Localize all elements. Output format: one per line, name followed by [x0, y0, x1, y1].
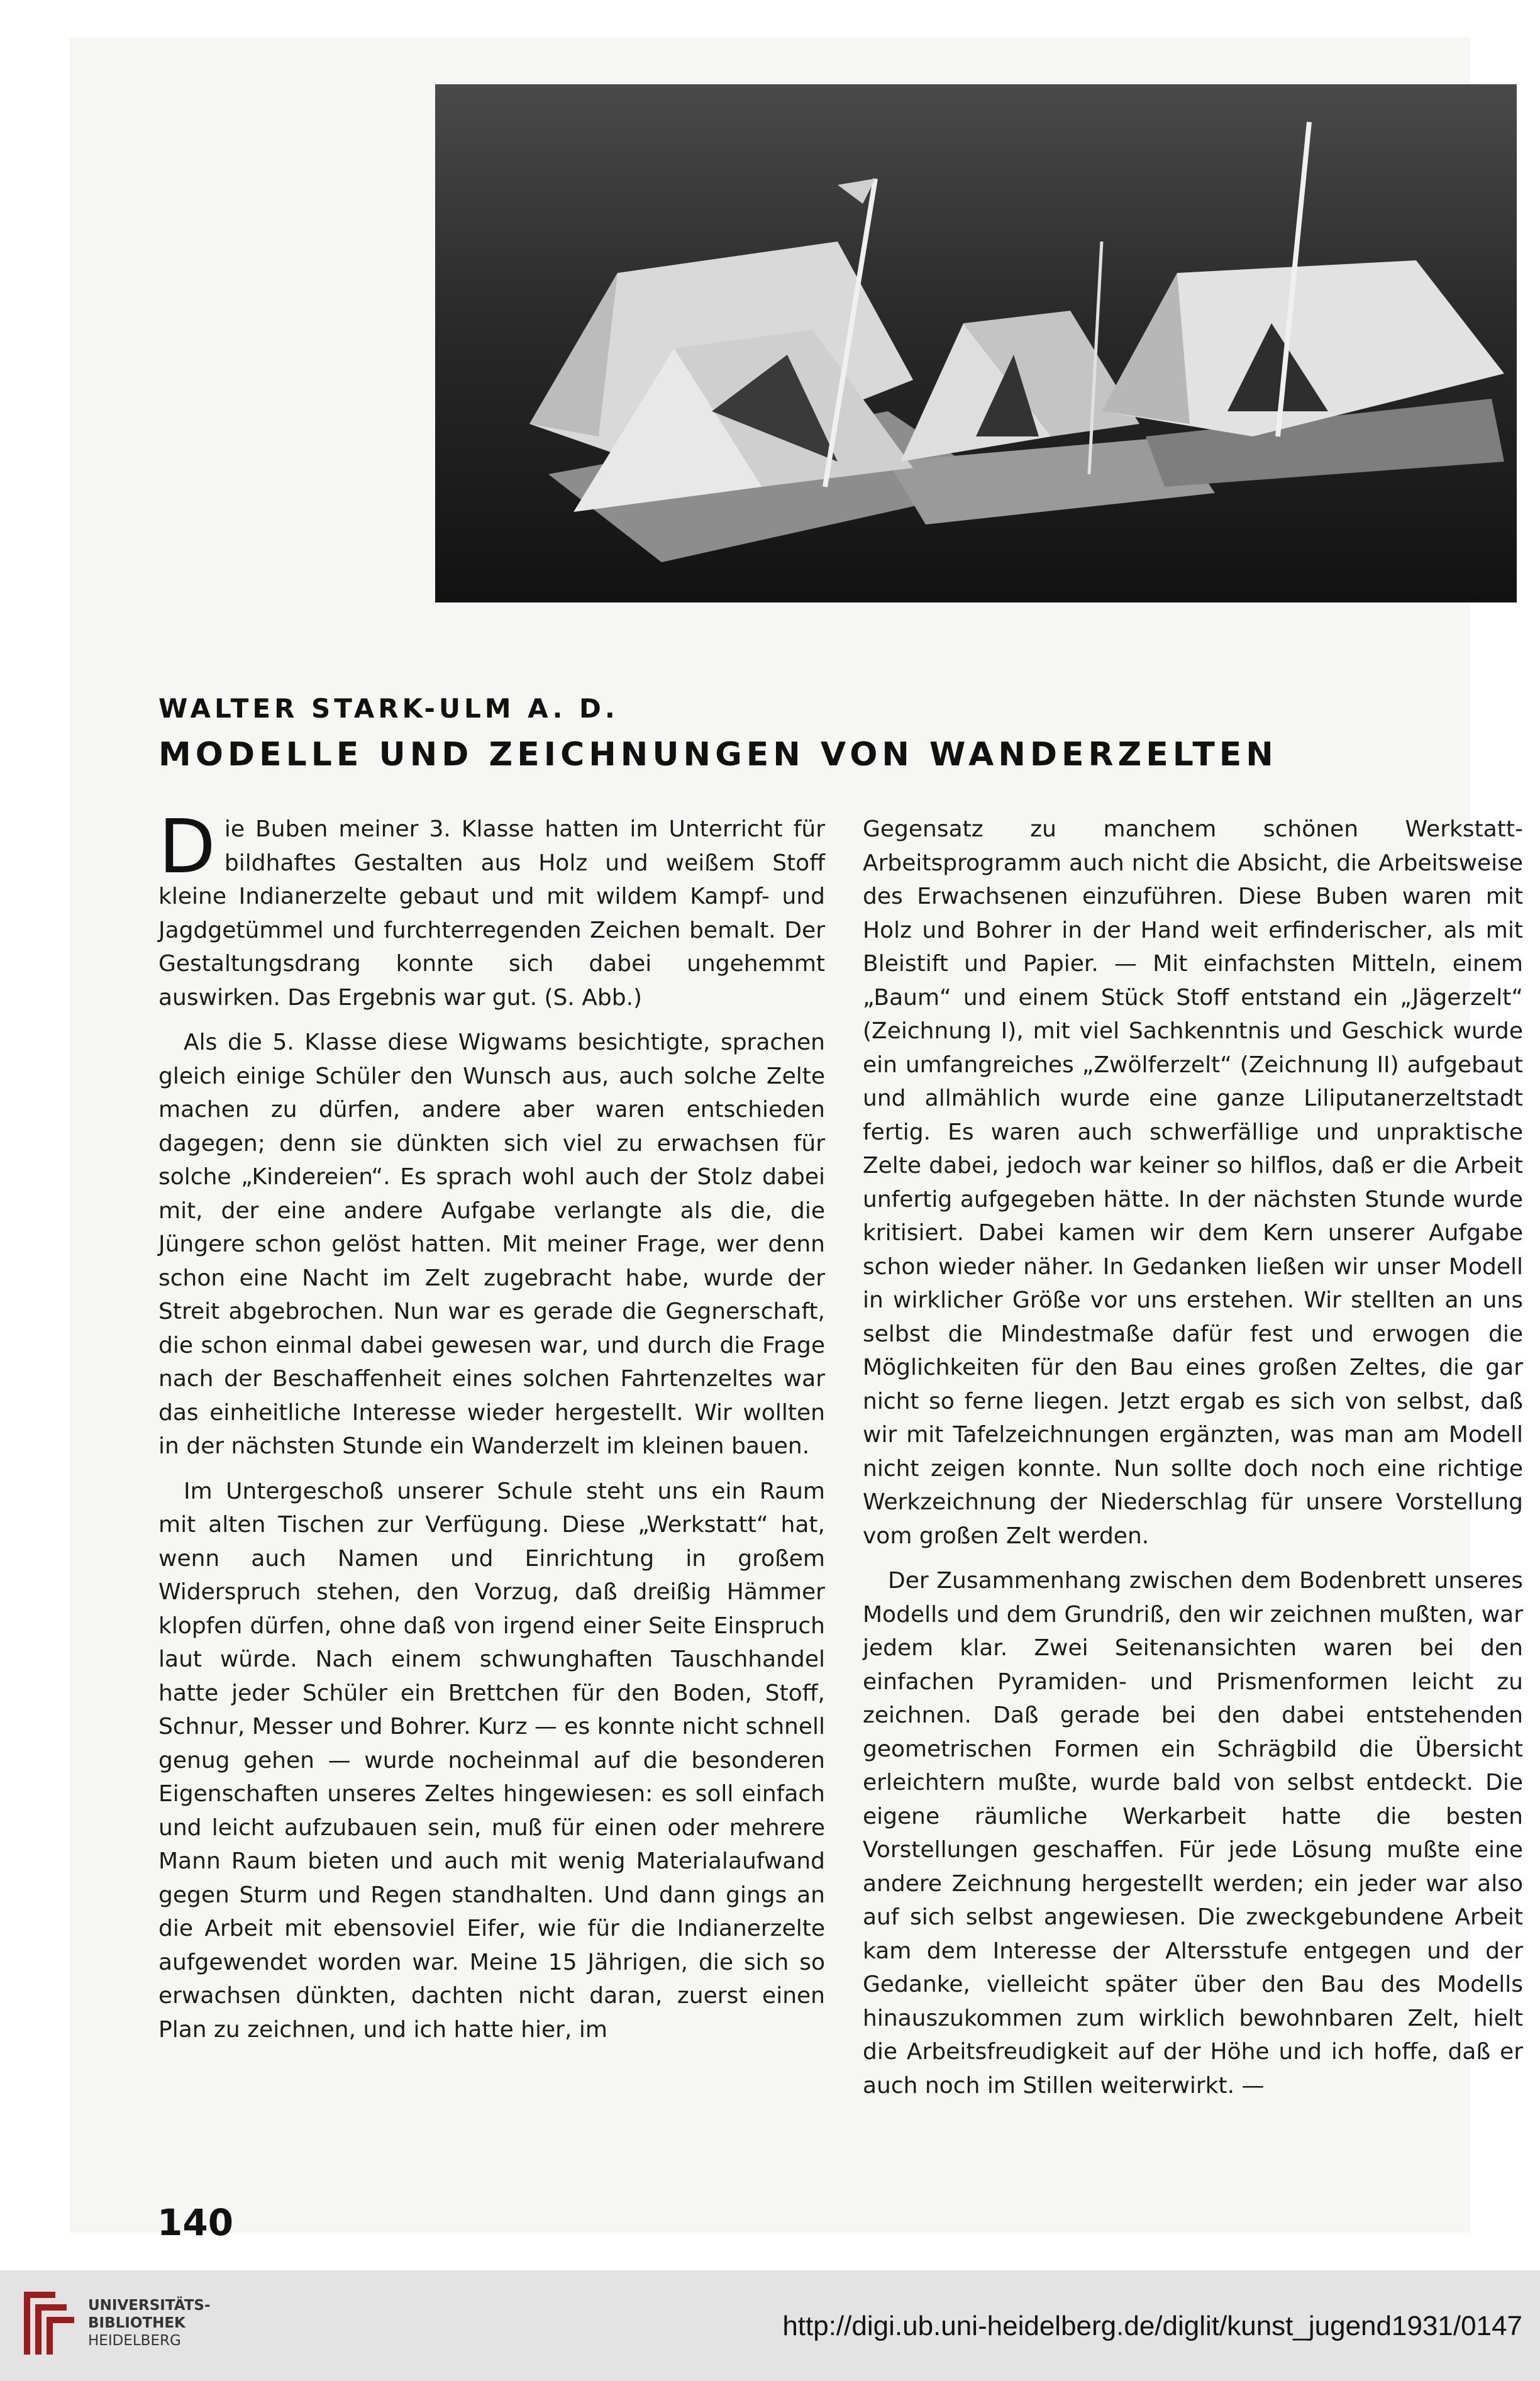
library-name: UNIVERSITÄTS- BIBLIOTHEK HEIDELBERG [88, 2297, 211, 2349]
paragraph: Gegensatz zu manchem schönen Werkstatt-Arbeitsprogramm auch nicht die Absicht, die Arbeitsweise des Erwachsenen einzuführen. Diese Buben waren mit Holz und Bohrer in der Hand weit erfinderischer, als mit Bleistift und Papier. — Mit einfachsten Mitteln, einem „Baum“ und einem Stück Stoff entstand ein „Jägerzelt“ (Zeichnung I), mit viel Sachkenntnis und Geschick wurde ein umfangreiches „Zwölferzelt“ (Zeichnung II) aufgebaut und allmählich wurde eine ganze Liliputanerzeltstadt fertig. Es waren auch schwerfällige und unpraktische Zelte dabei, jedoch war keiner so hilflos, daß er die Arbeit unfertig aufgegeben hätte. In der nächsten Stunde wurde kritisiert. Dabei kamen wir dem Kern unserer Aufgabe schon wieder näher. In Gedanken ließen wir unser Modell in wirklicher Größe vor uns erstehen. Wir stellten an uns selbst die Mindestmaße dafür fest und erwogen die Möglichkeiten für den Bau eines großen Zeltes, die gar nicht so ferne liegen. Jetzt ergab es sich von selbst, daß wir mit Tafelzeichnungen ergänzten, was man am Modell nicht zeigen konnte. Nun sollte doch noch eine richtige Werkzeichnung der Niederschlag für unsere Vorstellung vom großen Zelt werden. [863, 816, 1523, 1549]
paragraph: Als die 5. Klasse diese Wigwams besichtigte, sprachen gleich einige Schüler den Wunsch aus, auch solche Zelte machen zu dürfen, andere aber waren entschieden dagegen; denn sie dünkten sich viel zu erwachsen für solche „Kindereien“. Es sprach wohl auch der Stolz dabei mit, der eine andere Aufgabe verlangte als die, die Jüngere schon gelöst hatten. Mit meiner Frage, wer denn schon eine Nacht im Zelt zugebracht habe, wurde der Streit abgebrochen. Nun war es gerade die Gegnerschaft, die schon einmal dabei gewesen war, und durch die Frage nach der Beschaffenheit eines solchen Fahrtenzeltes war das einheitliche Interesse wieder hergestellt. Wir wollten in der nächsten Stunde ein Wanderzelt im kleinen bauen. [158, 1030, 825, 1459]
text-column-right [863, 813, 1523, 2114]
paragraph: Im Untergeschoß unserer Schule steht uns ein Raum mit alten Tischen zur Verfügung. Diese „Werkstatt“ hat, wenn auch Namen und Einrichtung in großem Widerspruch stehen, den Vorzug, daß dreißig Hämmer klopfen dürfen, ohne daß von irgend einer Seite Einspruch laut würde. Nach einem schwunghaften Tauschhandel hatte jeder Schüler ein Brettchen für den Boden, Stoff, Schnur, Messer und Bohrer. Kurz — es konnte nicht schnell genug gehen — wurde nocheinmal auf die besonderen Eigenschaften unseres Zeltes hingewiesen: es soll einfach und leicht aufzubauen sein, muß für einen oder mehrere Mann Raum bieten und auch mit wenig Materialaufwand gegen Sturm und Regen standhalten. Und dann gings an die Arbeit mit ebensoviel Eifer, wie für die Indianerzelte aufgewendet worden war. Meine 15 Jährigen, die sich so erwachsen dünkten, dachten nicht daran, zuerst einen Plan zu zeichnen, und ich hatte hier, im [158, 1478, 825, 2043]
paragraph-text: ie Buben meiner 3. Klasse hatten im Unterricht für bildhaftes Gestalten aus Holz und weißem Stoff kleine Indianerzelte gebaut und mit wildem Kampf- und Jagdgetümmel und furchterregenden Zeichen bemalt. Der Gestaltungsdrang konnte sich dabei ungehemmt auswirken. Das Ergebnis war gut. (S. Abb.) [158, 816, 825, 1011]
library-logo-icon [18, 2285, 77, 2361]
library-footer [0, 2270, 1540, 2381]
paragraph [158, 803, 825, 1014]
article-author: WALTER STARK-ULM A. D. [158, 693, 619, 724]
tent-models-photo [435, 84, 1517, 602]
drop-cap: D [158, 803, 216, 890]
paragraph: Der Zusammenhang zwischen dem Bodenbrett unseres Modells und dem Grundriß, den wir zeichnen mußten, war jedem klar. Zwei Seitenansichten waren bei den einfachen Pyramiden- und Prismenformen leicht zu zeichnen. Daß gerade bei den dabei entstehenden geometrischen Formen ein Schrägbild die Übersicht erleichtern mußte, wurde bald von selbst entdeckt. Die eigene räumliche Werkarbeit hatte die besten Vorstellungen geschaffen. Für jede Lösung mußte eine andere Zeichnung hergestellt werden; ein jeder war also auf sich selbst angewiesen. Die zweckgebundene Arbeit kam dem Interesse der Altersstufe entgegen und der Gedanke, vielleicht später über den Bau des Modells hinauszukommen zum wirklich bewohnbaren Zelt, hielt die Arbeitsfreudigkeit auf der Höhe und ich hoffe, daß er auch noch im Stillen weiterwirkt. — [863, 1568, 1523, 2099]
page-number: 140 [157, 2201, 234, 2244]
document-page [69, 38, 1523, 2244]
text-column-left [158, 803, 825, 2058]
source-url-link[interactable]: http://digi.ub.uni-heidelberg.de/diglit/kunst_jugend1931/0147 [782, 2311, 1522, 2341]
article-title: MODELLE UND ZEICHNUNGEN VON WANDERZELTEN [158, 736, 1278, 774]
